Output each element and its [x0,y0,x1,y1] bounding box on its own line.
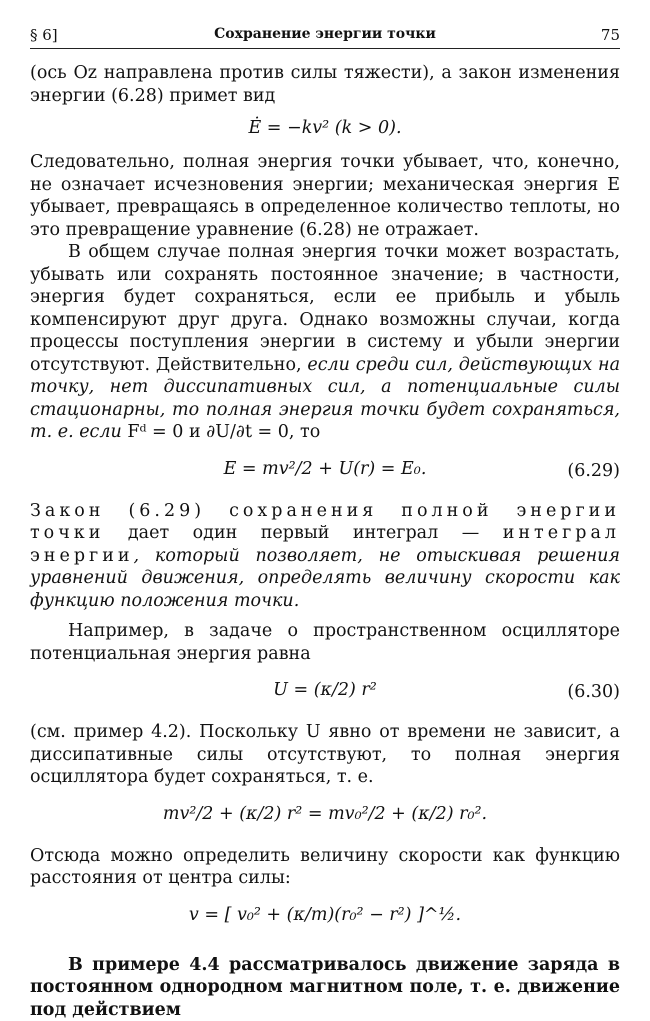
formula [30,890,620,946]
formula-text: U = (κ/2) r² [273,679,377,702]
page-body [30,62,620,1021]
paragraph [30,241,620,444]
paragraph: (ось Oz направлена против силы тяжести), а закон изменения энергии (6.28) примет вид [30,62,620,107]
running-header [30,26,620,49]
paragraph: Следовательно, полная энергия точки убывает, что, конечно, не означает исчезновения энергии; механическая энергия E убывает, превращаясь в определенное количество теплоты, но это превращение уравнение (6.28) не отражает. [30,151,620,241]
emphasis-text: если среди сил, действующих на точку, нет диссипативных сил, а потенциальные силы стационарны, то полная энергия точки будет сохраняться, т. е. если [30,355,620,443]
formula-text: mv²/2 + (κ/2) r² = mv₀²/2 + (κ/2) r₀². [163,803,487,826]
equation-number: (6.29) [567,460,620,483]
paragraph: Например, в задаче о пространственном осцилляторе потенциальная энергия равна [30,620,620,665]
emphasis-text: , который позволяет, не отыскивая решения уравнений движения, определять величину скорости как функцию положения точки. [30,546,620,611]
equation-number: (6.30) [567,681,620,704]
formula-text: E = mv²/2 + U(r) = E₀. [224,458,427,481]
page-number: 75 [601,26,620,44]
formula [30,444,620,500]
text-run: Fᵈ = 0 и ∂U/∂t = 0, то [122,422,320,442]
formula [30,789,620,845]
running-title: Сохранение энергии точки [214,26,436,42]
spaced-text: Закон (6.29) сохранения полной энергии точки [30,501,620,544]
formula-text: v = [ v₀² + (κ/m)(r₀² − r²) ]^½. [189,904,461,927]
paragraph: (см. пример 4.2). Поскольку U явно от времени не зависит, а диссипативные силы отсутствуют, то полная энергия осциллятора будет сохраняться, т. е. [30,721,620,789]
section-marker: § 6] [30,26,58,44]
spaced-text: интеграл энергии [30,523,620,566]
formula [30,665,620,721]
paragraph [30,500,620,613]
formula-text: Ė = −kv² (k > 0). [248,117,401,140]
paragraph: Отсюда можно определить величину скорости как функцию расстояния от центра силы: [30,845,620,890]
text-run: В общем случае полная энергия точки может возрастать, убывать или сохранять постоянное значение; в частности, энергия будет сохраняться, если ее прибыль и убыль компенсируют друг друга. Однако возможны случаи, когда процессы поступления энергии в систему и убыли энергии отсутствуют. Действительно, [30,242,620,375]
formula [30,107,620,151]
paragraph: В примере 4.4 рассматривалось движение заряда в постоянном однородном магнитном поле, т. е. движение под действием [30,954,620,1021]
text-run: дает один первый интеграл — [104,523,502,543]
